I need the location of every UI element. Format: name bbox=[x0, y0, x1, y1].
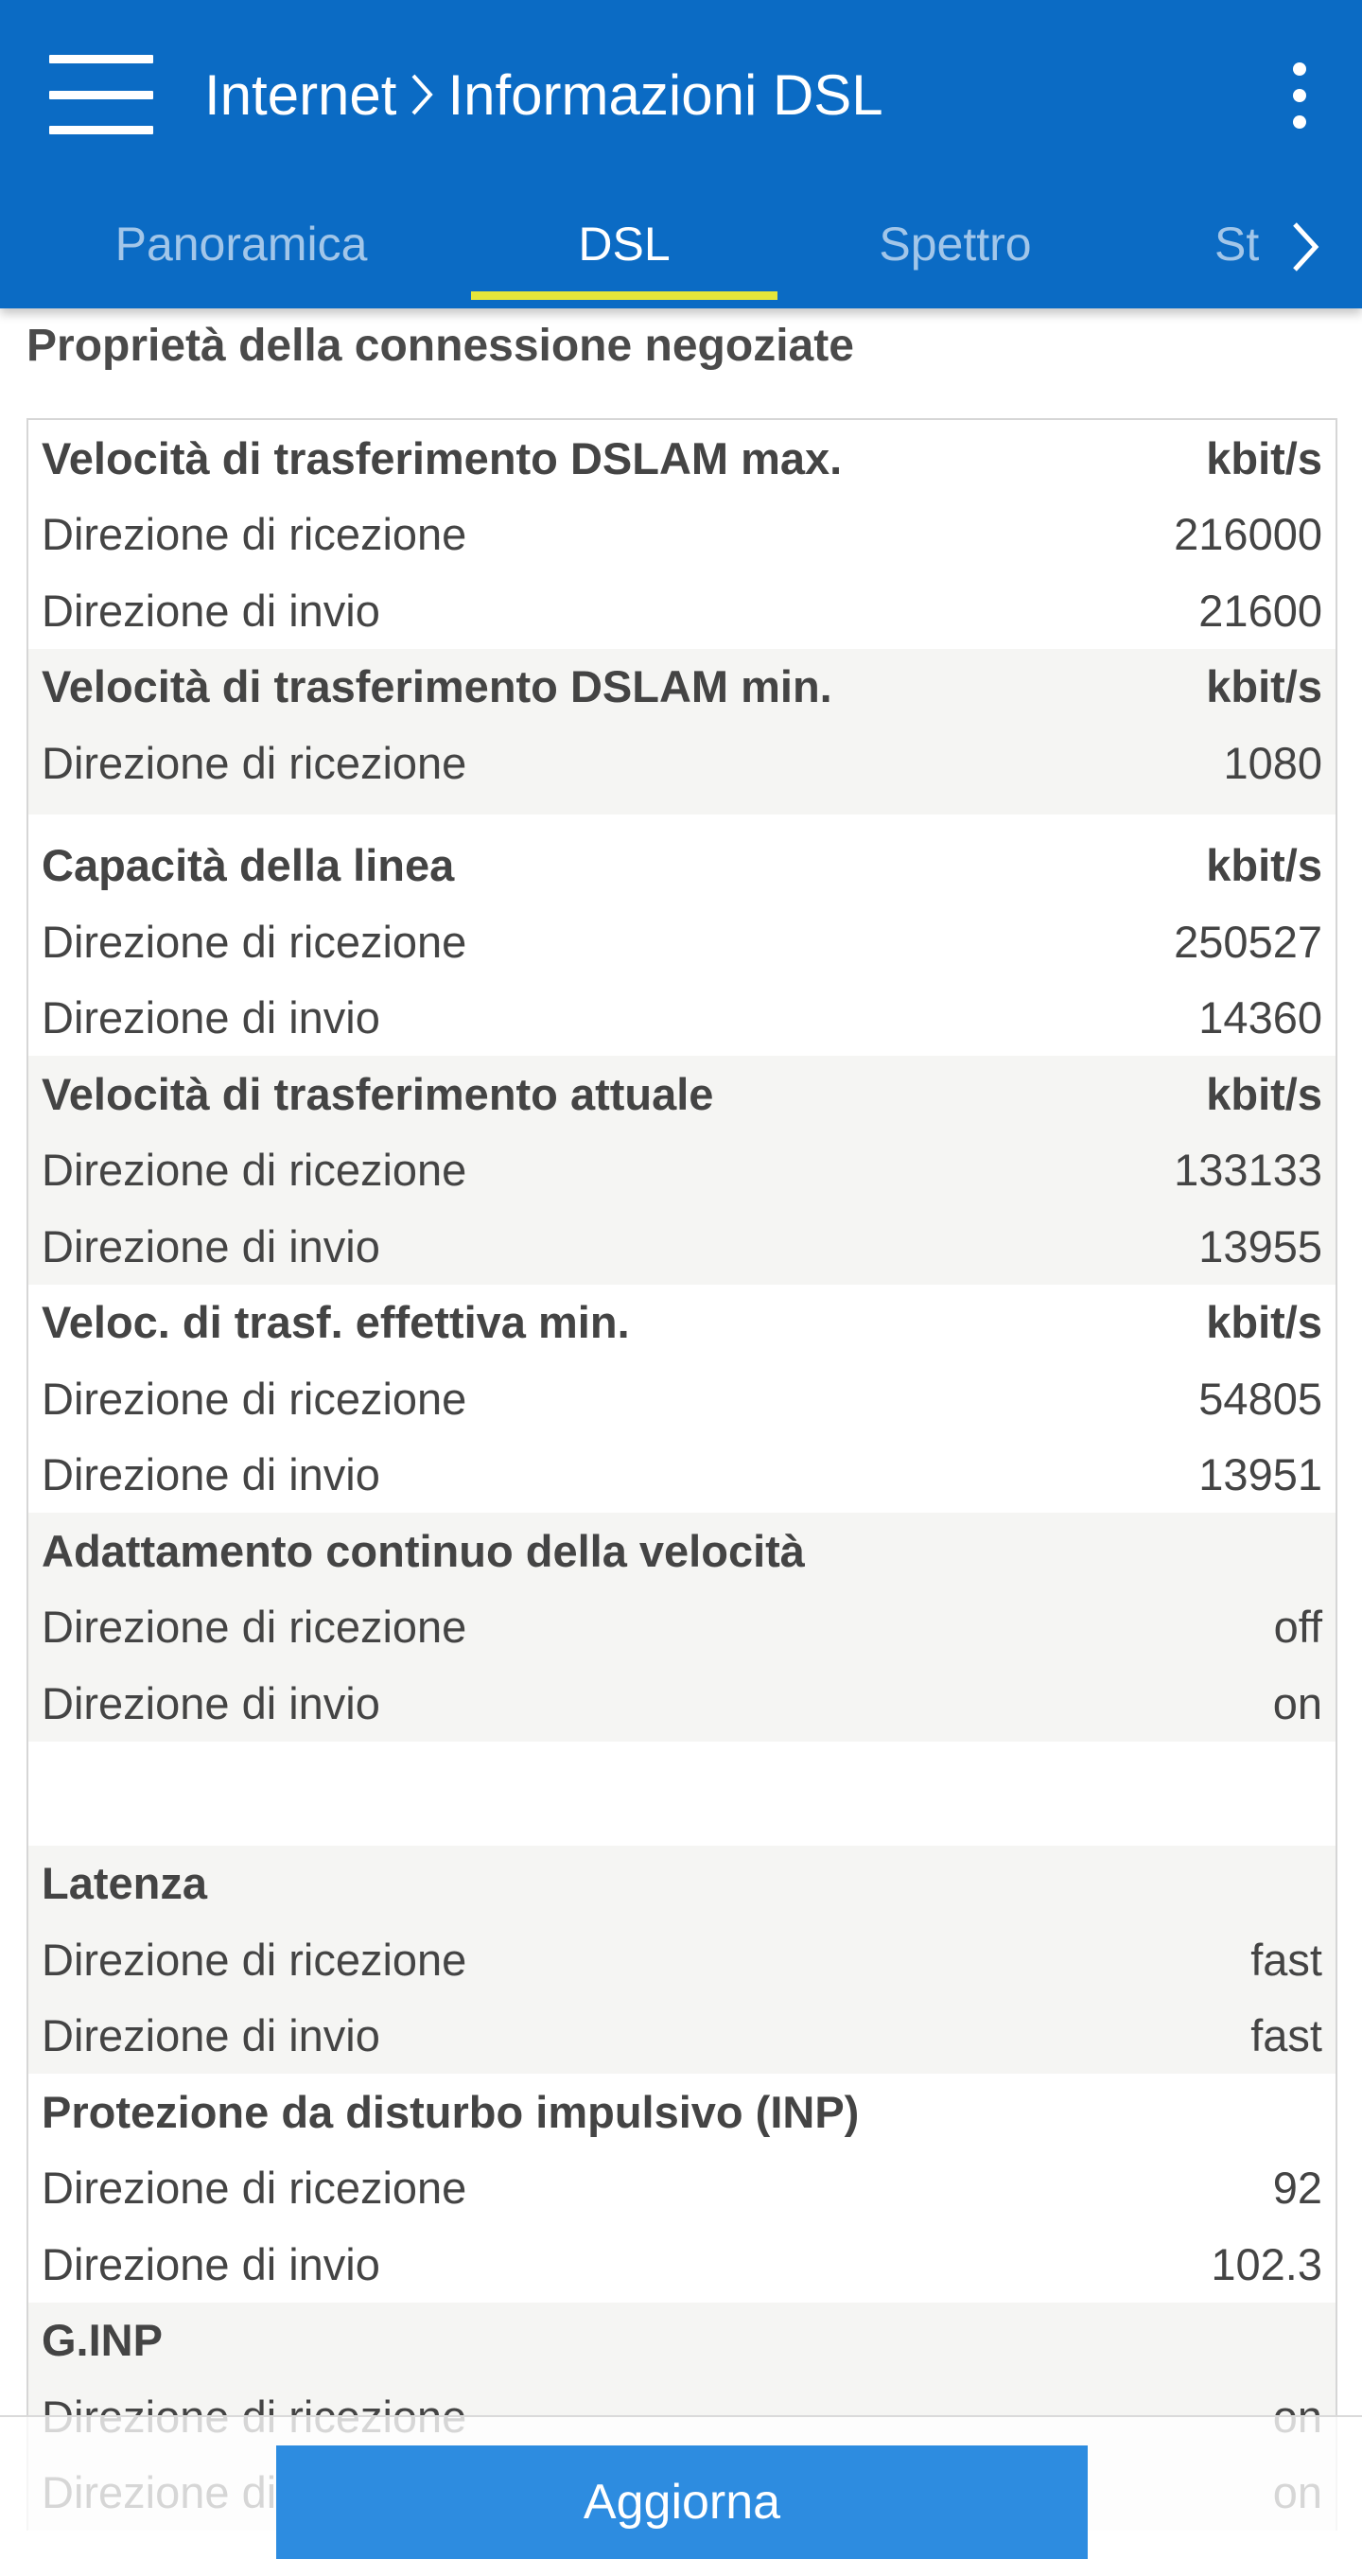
table-row bbox=[28, 497, 1336, 573]
tab-spettro[interactable] bbox=[813, 185, 1097, 303]
group-dslam-min bbox=[28, 649, 1336, 815]
unit-label: kbit/s bbox=[1206, 840, 1322, 891]
row-label: Direzione di invio bbox=[42, 585, 380, 636]
chevron-right-icon bbox=[410, 72, 434, 117]
table-row bbox=[28, 1208, 1336, 1285]
group-label: Protezione da disturbo impulsivo (INP) bbox=[42, 2086, 860, 2137]
group-label: Velocità di trasferimento DSLAM min. bbox=[42, 661, 832, 712]
table-row bbox=[28, 2226, 1336, 2303]
row-value: 13955 bbox=[1198, 1220, 1322, 1271]
row-label: Direzione di invio bbox=[42, 992, 380, 1043]
tab-panoramica[interactable] bbox=[38, 185, 445, 303]
group-header bbox=[28, 1513, 1336, 1589]
row-value: fast bbox=[1250, 2010, 1322, 2061]
row-value: 1080 bbox=[1223, 737, 1322, 788]
more-options-icon[interactable] bbox=[1277, 62, 1322, 129]
table-row bbox=[28, 1132, 1336, 1209]
group-header bbox=[28, 828, 1336, 904]
row-label: Direzione di ricezione bbox=[42, 916, 467, 967]
table-row bbox=[28, 1921, 1336, 1998]
table-spacer bbox=[28, 1742, 1336, 1846]
row-value: off bbox=[1273, 1602, 1322, 1653]
row-label: Direzione di ricezione bbox=[42, 1602, 467, 1653]
connection-properties-table bbox=[26, 418, 1337, 2531]
breadcrumb-section[interactable]: Internet bbox=[204, 62, 397, 127]
table-row bbox=[28, 980, 1336, 1057]
group-label: Velocità di trasferimento attuale bbox=[42, 1068, 714, 1119]
row-value: 216000 bbox=[1174, 509, 1322, 560]
table-row bbox=[28, 1437, 1336, 1514]
row-label: Direzione di invio bbox=[42, 1220, 380, 1271]
row-label: Direzione di ricezione bbox=[42, 1373, 467, 1424]
group-label: Latenza bbox=[42, 1858, 207, 1909]
row-value: 21600 bbox=[1198, 585, 1322, 636]
table-row bbox=[28, 903, 1336, 980]
row-value: 102.3 bbox=[1211, 2238, 1322, 2289]
table-row bbox=[28, 2150, 1336, 2227]
group-header bbox=[28, 2303, 1336, 2379]
row-value: 13951 bbox=[1198, 1449, 1322, 1500]
group-latency bbox=[28, 1846, 1336, 2075]
group-label: Veloc. di trasf. effettiva min. bbox=[42, 1297, 630, 1348]
group-label: G.INP bbox=[42, 2315, 163, 2366]
row-value: 133133 bbox=[1174, 1145, 1322, 1196]
group-header bbox=[28, 1285, 1336, 1361]
table-row bbox=[28, 725, 1336, 801]
group-header bbox=[28, 2074, 1336, 2150]
row-value: 14360 bbox=[1198, 992, 1322, 1043]
row-value: fast bbox=[1250, 1934, 1322, 1985]
table-row bbox=[28, 1589, 1336, 1666]
footer-bar bbox=[0, 2415, 1362, 2576]
active-tab-indicator bbox=[471, 291, 777, 300]
refresh-button[interactable]: Aggiorna bbox=[276, 2445, 1088, 2559]
hamburger-menu-icon[interactable] bbox=[49, 55, 153, 134]
group-header bbox=[28, 420, 1336, 497]
row-value: 250527 bbox=[1174, 916, 1322, 967]
row-label: Direzione di ricezione bbox=[42, 1934, 467, 1985]
group-dslam-max bbox=[28, 420, 1336, 649]
group-label: Capacità della linea bbox=[42, 840, 455, 891]
table-row bbox=[28, 1998, 1336, 2075]
group-line-capacity bbox=[28, 815, 1336, 1057]
page-title: Informazioni DSL bbox=[447, 62, 883, 127]
unit-label: kbit/s bbox=[1206, 1068, 1322, 1119]
table-row bbox=[28, 572, 1336, 649]
row-label: Direzione di ricezione bbox=[42, 1145, 467, 1196]
row-value: 92 bbox=[1272, 2163, 1322, 2214]
row-label: Direzione di ricezione bbox=[42, 2163, 467, 2214]
tab-dsl[interactable] bbox=[471, 185, 777, 303]
unit-label: kbit/s bbox=[1206, 1297, 1322, 1348]
group-header bbox=[28, 649, 1336, 726]
chevron-right-icon[interactable] bbox=[1267, 214, 1343, 280]
group-label: Velocità di trasferimento DSLAM max. bbox=[42, 432, 843, 483]
group-header bbox=[28, 1846, 1336, 1922]
breadcrumb bbox=[204, 57, 883, 132]
row-value: 54805 bbox=[1198, 1373, 1322, 1424]
row-label: Direzione di invio bbox=[42, 1449, 380, 1500]
tab-st[interactable] bbox=[1214, 185, 1260, 303]
group-label: Adattamento continuo della velocità bbox=[42, 1525, 805, 1576]
tab-label: DSL bbox=[578, 218, 671, 271]
section-title: Proprietà della connessione negoziate bbox=[26, 321, 854, 371]
row-label: Direzione di ricezione bbox=[42, 737, 467, 788]
group-current-rate bbox=[28, 1056, 1336, 1285]
table-row bbox=[28, 1360, 1336, 1437]
tab-label: St bbox=[1214, 218, 1260, 271]
group-effective-min bbox=[28, 1285, 1336, 1514]
row-value: on bbox=[1272, 1677, 1322, 1728]
tab-label: Panoramica bbox=[114, 218, 368, 271]
group-header bbox=[28, 1056, 1336, 1132]
tab-label: Spettro bbox=[879, 218, 1032, 271]
tab-bar bbox=[0, 185, 1362, 308]
row-label: Direzione di ricezione bbox=[42, 509, 467, 560]
table-row bbox=[28, 1665, 1336, 1742]
app-bar bbox=[0, 0, 1362, 308]
row-label: Direzione di invio bbox=[42, 2010, 380, 2061]
row-label: Direzione di invio bbox=[42, 1677, 380, 1728]
group-inp bbox=[28, 2074, 1336, 2303]
unit-label: kbit/s bbox=[1206, 432, 1322, 483]
row-label: Direzione di invio bbox=[42, 2238, 380, 2289]
unit-label: kbit/s bbox=[1206, 661, 1322, 712]
group-rate-adaptation bbox=[28, 1513, 1336, 1742]
